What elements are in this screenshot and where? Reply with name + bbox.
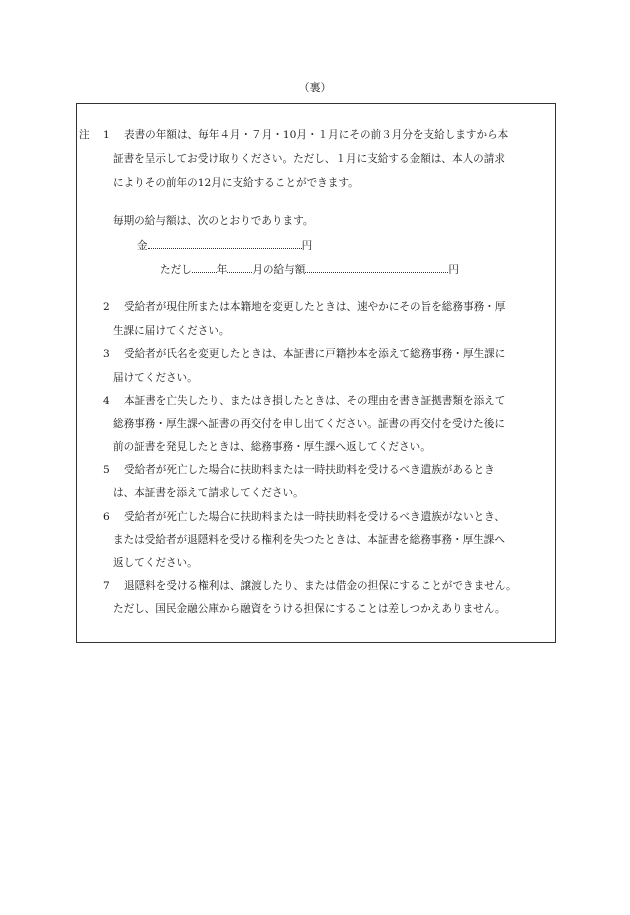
- note-5-number: 5: [103, 464, 110, 476]
- note-4-number: 4: [103, 395, 110, 407]
- note-5-line-1: 受給者が死亡した場合に扶助料または一時扶助料を受けるべき遺族があるとき: [124, 464, 495, 476]
- note-1-line-2: 証書を呈示してお受け取りください。ただし、１月に支給する金額は、本人の請求: [113, 153, 505, 165]
- note-3-line-2: 届けてください。: [113, 372, 198, 384]
- amount-blank-field: [148, 237, 302, 249]
- note-marker: 注: [79, 129, 90, 141]
- note-6-line-2: または受給者が退隠料を受ける権利を失つたときは、本証書を総務事務・厚生課へ: [113, 534, 505, 546]
- note-6-line-1: 受給者が死亡した場合に扶助料または一時扶助料を受けるべき遺族がないとき、: [124, 511, 505, 523]
- note-4-line-3: 前の証書を発見したときは、総務事務・厚生課へ返してください。: [113, 441, 431, 453]
- proviso-prefix: ただし: [160, 264, 192, 276]
- monthly-amount-blank-field: [305, 261, 448, 273]
- note-6-line-3: 返してください。: [113, 557, 198, 569]
- month-blank-field: [227, 261, 252, 273]
- note-2-line-2: 生課に届けてください。: [113, 325, 230, 337]
- note-4-line-1: 本証書を亡失したり、またはき損したときは、その理由を書き証拠書類を添えて: [124, 395, 506, 407]
- page-heading: （裏）: [298, 81, 332, 94]
- payment-intro: 毎期の給与額は、次のとおりであります。: [113, 215, 314, 227]
- note-5-line-2: は、本証書を添えて請求してください。: [113, 487, 304, 499]
- monthly-yen-unit: 円: [448, 264, 459, 276]
- note-4-line-2: 総務事務・厚生課へ証書の再交付を申し出てください。証書の再交付を受けた後に: [113, 418, 505, 430]
- note-3-number: 3: [103, 348, 110, 360]
- note-7-number: 7: [103, 580, 110, 592]
- note-1-line-1: 表書の年額は、毎年４月・７月・10月・１月にその前３月分を支給しますから本: [124, 129, 509, 141]
- note-2-line-1: 受給者が現住所または本籍地を変更したときは、速やかにその旨を総務事務・厚: [124, 301, 506, 313]
- note-3-line-1: 受給者が氏名を変更したときは、本証書に戸籍抄本を添えて総務事務・厚生課に: [124, 348, 506, 360]
- year-blank-field: [192, 261, 217, 273]
- year-unit: 年: [216, 264, 228, 276]
- note-2-number: 2: [103, 301, 110, 313]
- proviso-line: [160, 261, 459, 278]
- note-1-number: 1: [103, 129, 110, 141]
- amount-line: [137, 237, 312, 254]
- note-6-number: 6: [103, 511, 110, 523]
- note-1-line-3: によりその前年の12月に支給することができます。: [113, 177, 359, 189]
- note-7-line-1: 退隠料を受ける権利は、譲渡したり、または借金の担保にすることができません。: [124, 580, 517, 592]
- month-suffix: 月の給与額: [252, 264, 306, 276]
- amount-yen-unit: 円: [301, 240, 313, 252]
- note-7-line-2: ただし、国民金融公庫から融資をうける担保にすることは差しつかえありません。: [113, 603, 506, 615]
- amount-prefix: 金: [137, 240, 148, 252]
